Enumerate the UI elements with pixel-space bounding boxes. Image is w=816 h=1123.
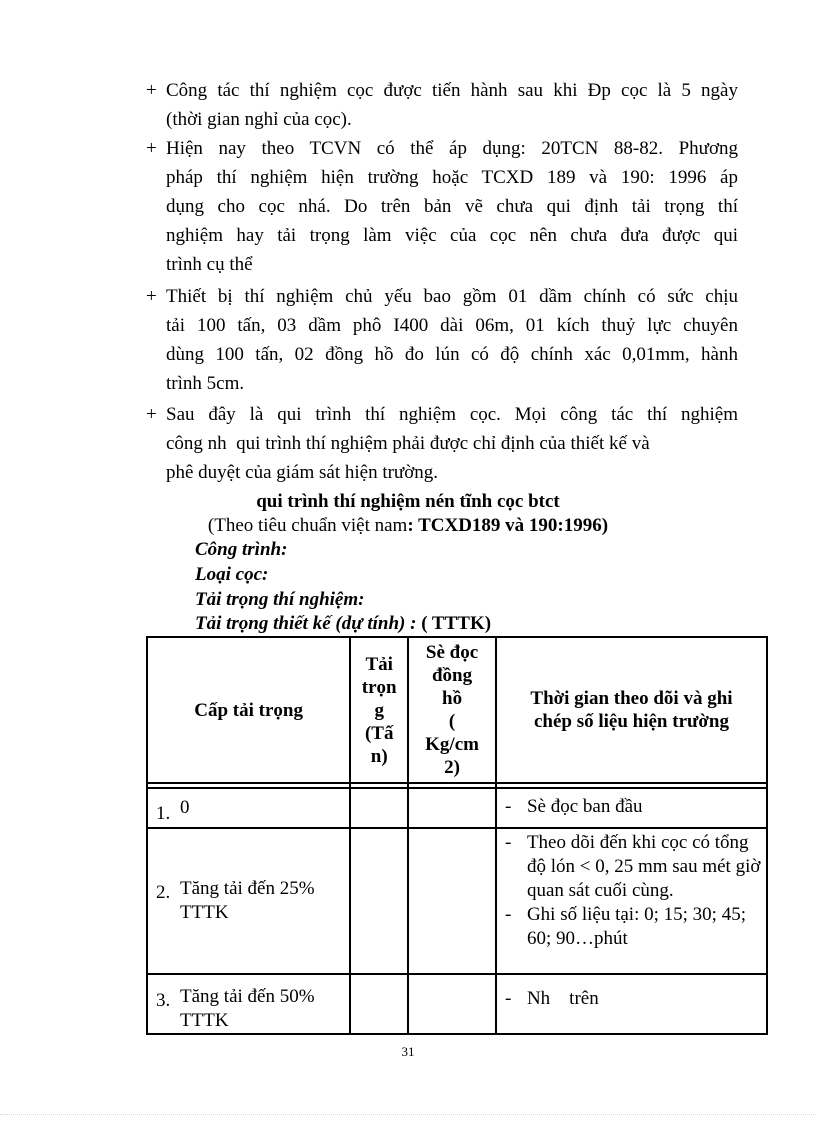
cell-tai-trong	[350, 788, 408, 828]
note-item: - Sè đọc ban đầu	[504, 796, 643, 817]
cell-notes	[496, 788, 767, 828]
header-cap-tai-trong: Cấp tải trọng	[147, 637, 350, 783]
meta-cong-trinh: Công trình:	[195, 539, 288, 560]
load-test-table	[146, 636, 768, 1035]
paragraph-line: tải 100 tấn, 03 dầm phô I400 dài 06m, 01 kích thuỷ lực chuyên	[166, 315, 738, 336]
procedure-subtitle	[0, 515, 816, 537]
paragraph-line: nghiệm hay tải trọng làm việc của cọc nên chưa đưa được qui	[166, 225, 738, 246]
cell-tai-trong	[350, 974, 408, 1034]
header-tai-trong: Tải trọn g (Tấ n)	[350, 637, 408, 783]
meta-tai-trong-thi-nghiem: Tải trọng thí nghiệm:	[195, 589, 365, 610]
row-level: 0	[180, 797, 190, 818]
meta-tttk: ( TTTK)	[416, 613, 492, 634]
paragraph-1	[146, 76, 738, 134]
meta-tai-trong-thiet-ke	[195, 613, 491, 635]
bullet-mark: +	[146, 80, 157, 101]
row-level: Tăng tải đến 50% TTTK	[180, 986, 315, 1031]
paragraph-line: (thời gian nghỉ của cọc).	[166, 109, 352, 130]
cell-tai-trong	[350, 828, 408, 974]
row-number: 1.	[156, 803, 171, 824]
paragraph-line: Sau đây là qui trình thí nghiệm cọc. Mọi công tác thí nghiệm	[166, 404, 738, 425]
table-row	[147, 788, 767, 828]
paragraph-line: Công tác thí nghiệm cọc được tiến hành sau khi Đp cọc là 5 ngày	[166, 80, 738, 101]
paragraph-line: Thiết bị thí nghiệm chủ yếu bao gồm 01 dầm chính có sức chịu	[166, 286, 738, 307]
paragraph-line: trình 5cm.	[166, 373, 245, 394]
paragraph-4	[146, 400, 738, 487]
table-row	[147, 828, 767, 974]
paragraph-line: trình cụ thể	[166, 254, 253, 275]
note-item: - Theo dõi đến khi cọc có tổng độ lón < 0, 25 mm sau mét giờ quan sát cuối cùng.	[504, 832, 761, 901]
cell-level	[147, 974, 350, 1034]
paragraph-line: dùng 100 tấn, 02 đồng hồ đo lún có độ chính xác 0,01mm, hành	[166, 344, 738, 365]
cell-se-doc	[408, 828, 496, 974]
cell-notes	[496, 828, 767, 974]
note-item: - Ghi số liệu tại: 0; 15; 30; 45; 60; 90…phút	[504, 904, 746, 949]
row-level: Tăng tải đến 25% TTTK	[180, 878, 315, 923]
meta-tai-trong-thiet-ke-label: Tải trọng thiết kế (dự tính) :	[195, 613, 417, 634]
bullet-mark: +	[146, 138, 157, 159]
cell-se-doc	[408, 788, 496, 828]
bullet-mark: +	[146, 404, 157, 425]
note-item: - Nh trên	[504, 988, 599, 1009]
page-number: 31	[401, 1044, 415, 1059]
bullet-mark: +	[146, 286, 157, 307]
subtitle-prefix: (Theo tiêu chuẩn việt nam	[207, 515, 408, 536]
paragraph-line: Hiện nay theo TCVN có thể áp dụng: 20TCN 88-82. Phương	[166, 138, 738, 159]
paragraph-line: phê duyệt của giám sát hiện trường.	[166, 462, 439, 483]
meta-loai-coc: Loại cọc:	[195, 564, 269, 585]
paragraph-3	[146, 282, 738, 398]
paragraph-line: dụng cho cọc nhá. Do trên bản vẽ chưa qui định tải trọng thí	[166, 196, 738, 217]
cell-level	[147, 828, 350, 974]
row-number: 2.	[156, 882, 171, 903]
paragraph-line: pháp thí nghiệm hiện trường hoặc TCXD 189 và 190: 1996 áp	[166, 167, 738, 188]
subtitle-standard: : TCXD189 và 190:1996)	[407, 515, 609, 536]
cell-se-doc	[408, 974, 496, 1034]
row-number: 3.	[156, 990, 171, 1011]
paragraph-2	[146, 134, 738, 279]
table-row	[147, 974, 767, 1034]
page-edge	[0, 1114, 816, 1115]
cell-level	[147, 788, 350, 828]
header-thoi-gian: Thời gian theo dõi và ghi chép số liệu hiện trường	[496, 637, 767, 783]
table-header-row	[147, 637, 767, 783]
cell-notes	[496, 974, 767, 1034]
paragraph-line: công nh qui trình thí nghiệm phải được chỉ định của thiết kế và	[166, 433, 650, 454]
header-se-doc: Sè đọc đồng hồ ( Kg/cm 2)	[408, 637, 496, 783]
procedure-title: qui trình thí nghiệm nén tĩnh cọc btct	[256, 491, 560, 512]
